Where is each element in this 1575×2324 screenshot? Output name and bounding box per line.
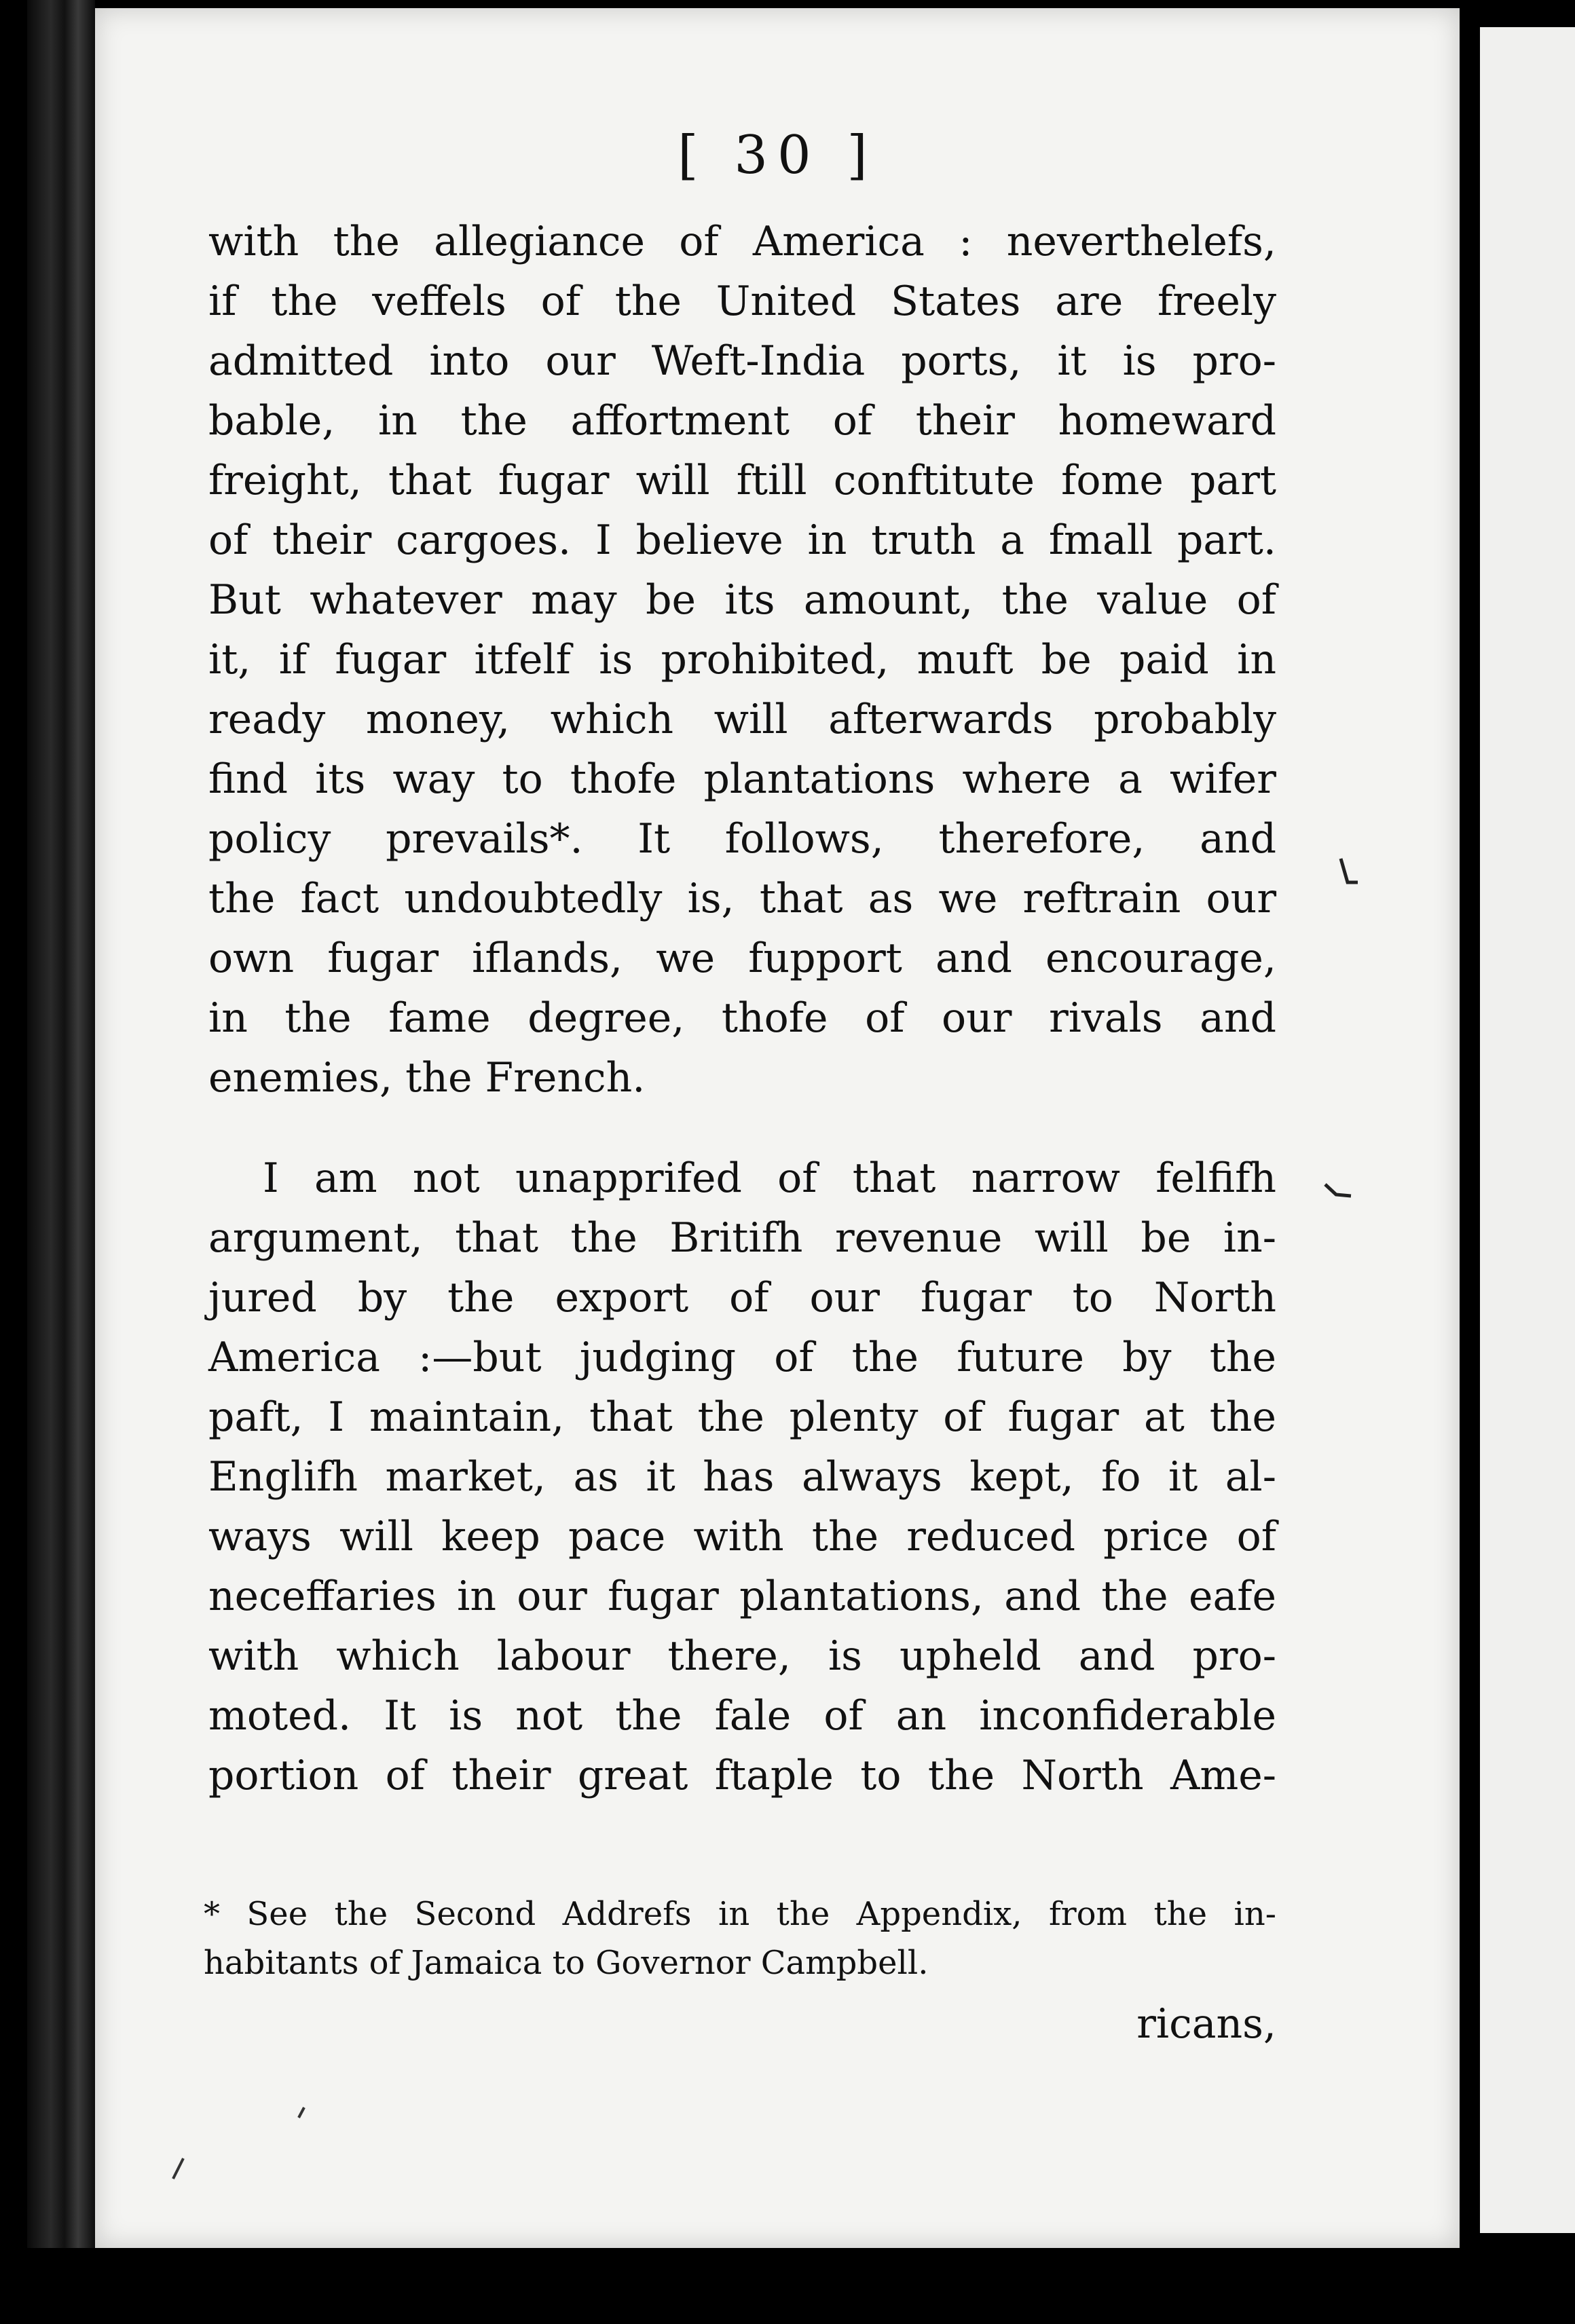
text-line: find its way to thofe plantations where a wifer bbox=[208, 755, 1276, 803]
text-line: admitted into our Weft-India ports, it is pro- bbox=[208, 337, 1276, 385]
footnote-line: habitants of Jamaica to Governor Campbell. bbox=[204, 1944, 929, 1982]
text-line: paft, I maintain, that the plenty of fugar at the bbox=[208, 1393, 1276, 1441]
text-line: neceffaries in our fugar plantations, and the eafe bbox=[208, 1573, 1276, 1620]
text-line: I am not unapprifed of that narrow felfifh bbox=[263, 1155, 1276, 1202]
text-line: in the fame degree, thofe of our rivals and bbox=[208, 994, 1276, 1042]
stray-mark bbox=[1325, 1184, 1351, 1196]
text-line: if the veffels of the United States are freely bbox=[208, 278, 1276, 325]
text-line: own fugar iflands, we fupport and encourage, bbox=[208, 935, 1276, 982]
text-line: with which labour there, is upheld and pro- bbox=[208, 1632, 1276, 1680]
text-line: with the allegiance of America : neverthelefs, bbox=[208, 218, 1276, 265]
text-line: it, if fugar itfelf is prohibited, muft be paid in bbox=[208, 636, 1276, 683]
text-line: jured by the export of our fugar to North bbox=[208, 1274, 1276, 1322]
stray-mark bbox=[1341, 859, 1358, 882]
text-line: enemies, the French. bbox=[208, 1054, 646, 1102]
text-line: policy prevails*. It follows, therefore, and bbox=[208, 815, 1276, 863]
text-line: portion of their great ftaple to the North Ame- bbox=[208, 1752, 1276, 1799]
page-number-header: [ 30 ] bbox=[678, 125, 877, 186]
footnote-line: * See the Second Addrefs in the Appendix, from the in- bbox=[204, 1895, 1276, 1933]
stray-mark bbox=[299, 2107, 304, 2118]
text-line: But whatever may be its amount, the value of bbox=[208, 576, 1276, 624]
text-line: bable, in the affortment of their homeward bbox=[208, 397, 1276, 445]
stray-mark bbox=[173, 2158, 183, 2179]
text-line: freight, that fugar will ftill conftitute fome part bbox=[208, 457, 1276, 504]
text-line: moted. It is not the fale of an inconfiderable bbox=[208, 1692, 1276, 1740]
text-line: argument, that the Britifh revenue will be in- bbox=[208, 1214, 1276, 1262]
text-line: of their cargoes. I believe in truth a fmall part. bbox=[208, 517, 1276, 564]
text-line: Englifh market, as it has always kept, fo it al- bbox=[208, 1453, 1276, 1501]
text-line: the fact undoubtedly is, that as we reftrain our bbox=[208, 875, 1276, 922]
catchword: ricans, bbox=[1136, 2000, 1276, 2048]
text-line: ready money, which will afterwards probably bbox=[208, 696, 1276, 743]
text-line: America :—but judging of the future by the bbox=[208, 1334, 1276, 1381]
text-line: ways will keep pace with the reduced price of bbox=[208, 1513, 1276, 1560]
